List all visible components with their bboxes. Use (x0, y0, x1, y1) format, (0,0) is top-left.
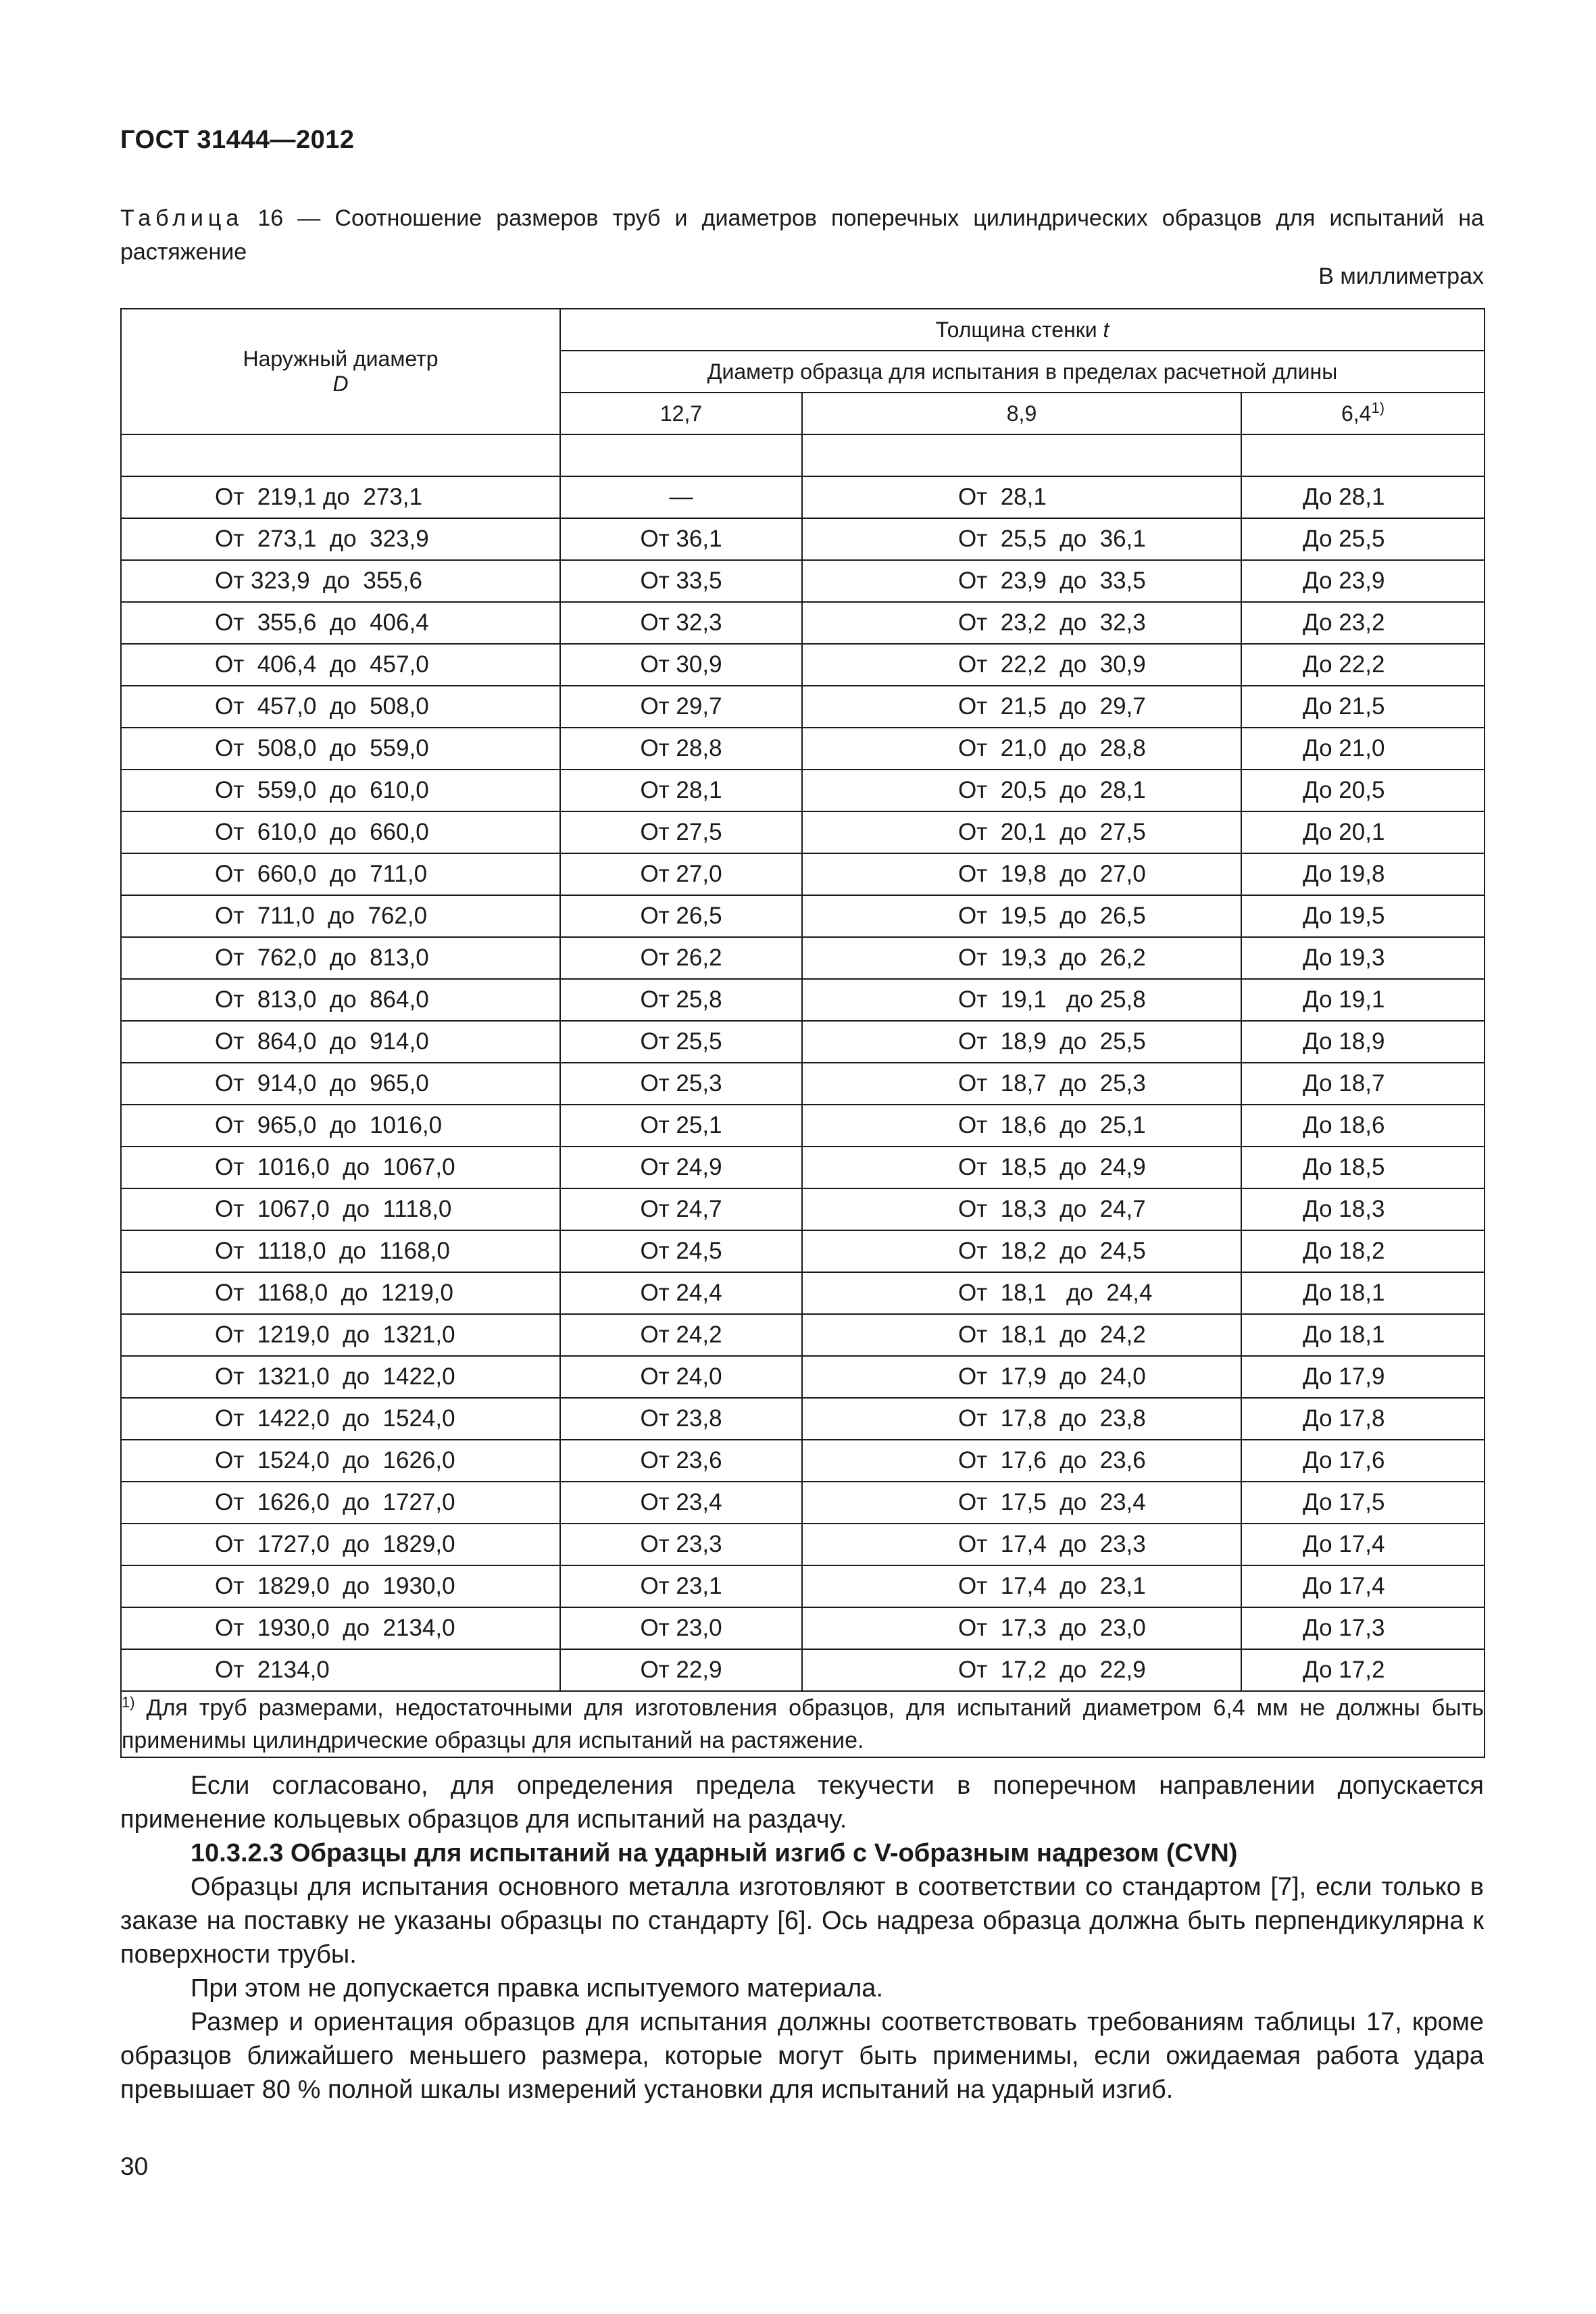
thickness-12-7-cell: От 26,2 (560, 937, 802, 979)
outer-diameter-cell: От 1422,0 до 1524,0 (121, 1398, 560, 1440)
table-row (121, 979, 1485, 1021)
units-note: В миллиметрах (1318, 263, 1484, 289)
paragraph: Если согласовано, для определения предела текучести в поперечном направлении допускается применение кольцевых образцов для испытаний на раздачу. (120, 1771, 1484, 1834)
thickness-8-9-cell: От 17,4 до 23,1 (802, 1565, 1241, 1607)
thickness-8-9-cell: От 19,5 до 26,5 (802, 895, 1241, 937)
thickness-12-7-cell: От 23,6 (560, 1440, 802, 1482)
thickness-6-4-cell: До 21,5 (1241, 686, 1485, 728)
thickness-6-4-cell: До 17,4 (1241, 1524, 1485, 1565)
thickness-6-4-cell: До 17,3 (1241, 1607, 1485, 1649)
table-row (121, 1398, 1485, 1440)
header-thickness-3-value: 6,4 (1341, 401, 1372, 426)
thickness-8-9-cell: От 18,5 до 24,9 (802, 1147, 1241, 1188)
table-row (121, 1440, 1485, 1482)
outer-diameter-cell: От 711,0 до 762,0 (121, 895, 560, 937)
table-row (121, 1482, 1485, 1524)
thickness-12-7-cell: От 24,4 (560, 1272, 802, 1314)
table-row (121, 1105, 1485, 1147)
table-row (121, 1649, 1485, 1691)
table-row (121, 686, 1485, 728)
table-row (121, 1565, 1485, 1607)
thickness-8-9-cell: От 20,1 до 27,5 (802, 811, 1241, 853)
thickness-8-9-cell: От 17,9 до 24,0 (802, 1356, 1241, 1398)
table-row (121, 1147, 1485, 1188)
thickness-8-9-cell: От 17,4 до 23,3 (802, 1524, 1241, 1565)
thickness-8-9-cell: От 21,0 до 28,8 (802, 728, 1241, 770)
table-row (121, 1314, 1485, 1356)
thickness-12-7-cell: От 23,4 (560, 1482, 802, 1524)
thickness-12-7-cell: От 28,8 (560, 728, 802, 770)
table-row (121, 1188, 1485, 1230)
thickness-6-4-cell: До 18,1 (1241, 1314, 1485, 1356)
thickness-6-4-cell: До 17,6 (1241, 1440, 1485, 1482)
thickness-8-9-cell: От 28,1 (802, 476, 1241, 518)
outer-diameter-cell: От 660,0 до 711,0 (121, 853, 560, 895)
table-row (121, 1524, 1485, 1565)
table-row (121, 1021, 1485, 1063)
thickness-8-9-cell: От 23,9 до 33,5 (802, 560, 1241, 602)
thickness-8-9-cell: От 23,2 до 32,3 (802, 602, 1241, 644)
header-specimen-diameter: Диаметр образца для испытания в пределах расчетной длины (560, 351, 1485, 393)
outer-diameter-cell: От 965,0 до 1016,0 (121, 1105, 560, 1147)
thickness-12-7-cell: От 24,2 (560, 1314, 802, 1356)
table-row (121, 728, 1485, 770)
header-thickness-1: 12,7 (560, 393, 802, 434)
paragraph: Образцы для испытания основного металла изготовляют в соответствии со стандартом [7], если только в заказе на поставку не указаны образцы по стандарту [6]. Ось надреза образца должна быть перпендикулярна к поверхности трубы. (120, 1873, 1484, 1969)
thickness-8-9-cell: От 19,3 до 26,2 (802, 937, 1241, 979)
thickness-6-4-cell: До 18,3 (1241, 1188, 1485, 1230)
thickness-12-7-cell: От 23,1 (560, 1565, 802, 1607)
outer-diameter-cell: От 1829,0 до 1930,0 (121, 1565, 560, 1607)
outer-diameter-cell: От 864,0 до 914,0 (121, 1021, 560, 1063)
header-wall-thickness-symbol: t (1103, 317, 1109, 342)
table-caption-label: Таблица (120, 205, 244, 231)
thickness-6-4-cell: До 18,6 (1241, 1105, 1485, 1147)
thickness-8-9-cell: От 18,9 до 25,5 (802, 1021, 1241, 1063)
outer-diameter-cell: От 813,0 до 864,0 (121, 979, 560, 1021)
table-row (121, 895, 1485, 937)
paragraph: Размер и ориентация образцов для испытания должны соответствовать требованиям таблицы 17, кроме образцов ближайшего меньшего размера, которые могут быть применимы, если ожидаемая работа удара превышает 80 % полной шкалы измерений установки для испытаний на ударный изгиб. (120, 2008, 1484, 2104)
thickness-6-4-cell: До 18,9 (1241, 1021, 1485, 1063)
table-row (121, 1272, 1485, 1314)
outer-diameter-cell: От 457,0 до 508,0 (121, 686, 560, 728)
outer-diameter-cell: От 1321,0 до 1422,0 (121, 1356, 560, 1398)
thickness-12-7-cell: От 28,1 (560, 770, 802, 811)
table-row (121, 518, 1485, 560)
page-number: 30 (120, 2153, 149, 2180)
thickness-8-9-cell: От 17,2 до 22,9 (802, 1649, 1241, 1691)
thickness-12-7-cell: От 24,9 (560, 1147, 802, 1188)
table-row (121, 1607, 1485, 1649)
thickness-12-7-cell: От 30,9 (560, 644, 802, 686)
outer-diameter-cell: От 1016,0 до 1067,0 (121, 1147, 560, 1188)
outer-diameter-cell: От 1219,0 до 1321,0 (121, 1314, 560, 1356)
thickness-12-7-cell: От 22,9 (560, 1649, 802, 1691)
outer-diameter-cell: От 273,1 до 323,9 (121, 518, 560, 560)
thickness-6-4-cell: До 18,2 (1241, 1230, 1485, 1272)
thickness-12-7-cell: От 25,8 (560, 979, 802, 1021)
thickness-8-9-cell: От 20,5 до 28,1 (802, 770, 1241, 811)
thickness-12-7-cell: От 25,5 (560, 1021, 802, 1063)
thickness-8-9-cell: От 17,6 до 23,6 (802, 1440, 1241, 1482)
table-row (121, 1063, 1485, 1105)
table-row (121, 770, 1485, 811)
thickness-6-4-cell: До 19,1 (1241, 979, 1485, 1021)
thickness-8-9-cell: От 25,5 до 36,1 (802, 518, 1241, 560)
thickness-6-4-cell: До 18,5 (1241, 1147, 1485, 1188)
thickness-8-9-cell: От 19,8 до 27,0 (802, 853, 1241, 895)
thickness-12-7-cell: От 24,0 (560, 1356, 802, 1398)
outer-diameter-cell: От 219,1 до 273,1 (121, 476, 560, 518)
header-outer-diameter (121, 309, 560, 434)
thickness-6-4-cell: До 23,2 (1241, 602, 1485, 644)
thickness-8-9-cell: От 18,1 до 24,2 (802, 1314, 1241, 1356)
thickness-8-9-cell: От 17,5 до 23,4 (802, 1482, 1241, 1524)
table-row (121, 476, 1485, 518)
thickness-12-7-cell: От 23,3 (560, 1524, 802, 1565)
header-thickness-2: 8,9 (802, 393, 1241, 434)
thickness-8-9-cell: От 18,6 до 25,1 (802, 1105, 1241, 1147)
thickness-8-9-cell: От 18,1 до 24,4 (802, 1272, 1241, 1314)
thickness-12-7-cell: — (560, 476, 802, 518)
outer-diameter-cell: От 1118,0 до 1168,0 (121, 1230, 560, 1272)
table-row (121, 1230, 1485, 1272)
thickness-6-4-cell: До 20,5 (1241, 770, 1485, 811)
thickness-12-7-cell: От 27,5 (560, 811, 802, 853)
thickness-12-7-cell: От 33,5 (560, 560, 802, 602)
thickness-8-9-cell: От 17,8 до 23,8 (802, 1398, 1241, 1440)
thickness-8-9-cell: От 18,7 до 25,3 (802, 1063, 1241, 1105)
outer-diameter-cell: От 508,0 до 559,0 (121, 728, 560, 770)
footnote-ref: 1) (1371, 399, 1385, 416)
header-outer-diameter-symbol: D (332, 372, 349, 396)
thickness-6-4-cell: До 17,9 (1241, 1356, 1485, 1398)
thickness-6-4-cell: До 28,1 (1241, 476, 1485, 518)
thickness-12-7-cell: От 25,1 (560, 1105, 802, 1147)
thickness-8-9-cell: От 18,2 до 24,5 (802, 1230, 1241, 1272)
thickness-6-4-cell: До 19,5 (1241, 895, 1485, 937)
thickness-6-4-cell: До 17,2 (1241, 1649, 1485, 1691)
document-header: ГОСТ 31444—2012 (120, 126, 355, 154)
thickness-8-9-cell: От 19,1 до 25,8 (802, 979, 1241, 1021)
section-heading: 10.3.2.3 Образцы для испытаний на ударный изгиб с V-образным надрезом (CVN) (191, 1839, 1238, 1867)
thickness-6-4-cell: До 17,4 (1241, 1565, 1485, 1607)
outer-diameter-cell: От 2134,0 (121, 1649, 560, 1691)
outer-diameter-cell: От 559,0 до 610,0 (121, 770, 560, 811)
outer-diameter-cell: От 323,9 до 355,6 (121, 560, 560, 602)
thickness-8-9-cell: От 21,5 до 29,7 (802, 686, 1241, 728)
outer-diameter-cell: От 1930,0 до 2134,0 (121, 1607, 560, 1649)
table-row (121, 602, 1485, 644)
thickness-6-4-cell: До 17,8 (1241, 1398, 1485, 1440)
thickness-8-9-cell: От 17,3 до 23,0 (802, 1607, 1241, 1649)
thickness-6-4-cell: До 25,5 (1241, 518, 1485, 560)
thickness-12-7-cell: От 32,3 (560, 602, 802, 644)
data-table (120, 308, 1485, 1758)
thickness-12-7-cell: От 26,5 (560, 895, 802, 937)
outer-diameter-cell: От 355,6 до 406,4 (121, 602, 560, 644)
thickness-6-4-cell: До 23,9 (1241, 560, 1485, 602)
thickness-6-4-cell: До 18,1 (1241, 1272, 1485, 1314)
outer-diameter-cell: От 762,0 до 813,0 (121, 937, 560, 979)
header-wall-thickness (560, 309, 1485, 351)
thickness-6-4-cell: До 22,2 (1241, 644, 1485, 686)
thickness-12-7-cell: От 24,7 (560, 1188, 802, 1230)
thickness-6-4-cell: До 20,1 (1241, 811, 1485, 853)
thickness-12-7-cell: От 25,3 (560, 1063, 802, 1105)
table-row (121, 853, 1485, 895)
thickness-6-4-cell: До 17,5 (1241, 1482, 1485, 1524)
thickness-6-4-cell: До 18,7 (1241, 1063, 1485, 1105)
table-caption (120, 201, 1484, 269)
thickness-12-7-cell: От 23,0 (560, 1607, 802, 1649)
thickness-12-7-cell: От 29,7 (560, 686, 802, 728)
outer-diameter-cell: От 1727,0 до 1829,0 (121, 1524, 560, 1565)
header-thickness-3 (1241, 393, 1485, 434)
table-row (121, 937, 1485, 979)
table-row (121, 644, 1485, 686)
outer-diameter-cell: От 1626,0 до 1727,0 (121, 1482, 560, 1524)
table-row (121, 1356, 1485, 1398)
footnote-text: Для труб размерами, недостаточными для изготовления образцов, для испытаний диаметром 6,4 мм не должны быть применимы цилиндрические образцы для испытаний на растяжение. (122, 1695, 1484, 1753)
paragraph: При этом не допускается правка испытуемого материала. (191, 1974, 883, 2003)
thickness-6-4-cell: До 19,3 (1241, 937, 1485, 979)
outer-diameter-cell: От 1067,0 до 1118,0 (121, 1188, 560, 1230)
outer-diameter-cell: От 406,4 до 457,0 (121, 644, 560, 686)
body-text (120, 1769, 1484, 2107)
thickness-6-4-cell: До 19,8 (1241, 853, 1485, 895)
thickness-8-9-cell: От 18,3 до 24,7 (802, 1188, 1241, 1230)
thickness-12-7-cell: От 23,8 (560, 1398, 802, 1440)
table-footnote (121, 1691, 1485, 1757)
thickness-6-4-cell: До 21,0 (1241, 728, 1485, 770)
thickness-12-7-cell: От 36,1 (560, 518, 802, 560)
outer-diameter-cell: От 1524,0 до 1626,0 (121, 1440, 560, 1482)
table-caption-text: 16 — Соотношение размеров труб и диаметров поперечных цилиндрических образцов для испытаний на растяжение (120, 205, 1484, 265)
footnote-mark: 1) (122, 1694, 135, 1711)
table-row (121, 560, 1485, 602)
thickness-12-7-cell: От 27,0 (560, 853, 802, 895)
outer-diameter-cell: От 610,0 до 660,0 (121, 811, 560, 853)
outer-diameter-cell: От 914,0 до 965,0 (121, 1063, 560, 1105)
thickness-12-7-cell: От 24,5 (560, 1230, 802, 1272)
header-outer-diameter-label: Наружный диаметр (243, 347, 439, 371)
thickness-8-9-cell: От 22,2 до 30,9 (802, 644, 1241, 686)
outer-diameter-cell: От 1168,0 до 1219,0 (121, 1272, 560, 1314)
table-row (121, 811, 1485, 853)
header-wall-thickness-label: Толщина стенки (935, 317, 1097, 342)
